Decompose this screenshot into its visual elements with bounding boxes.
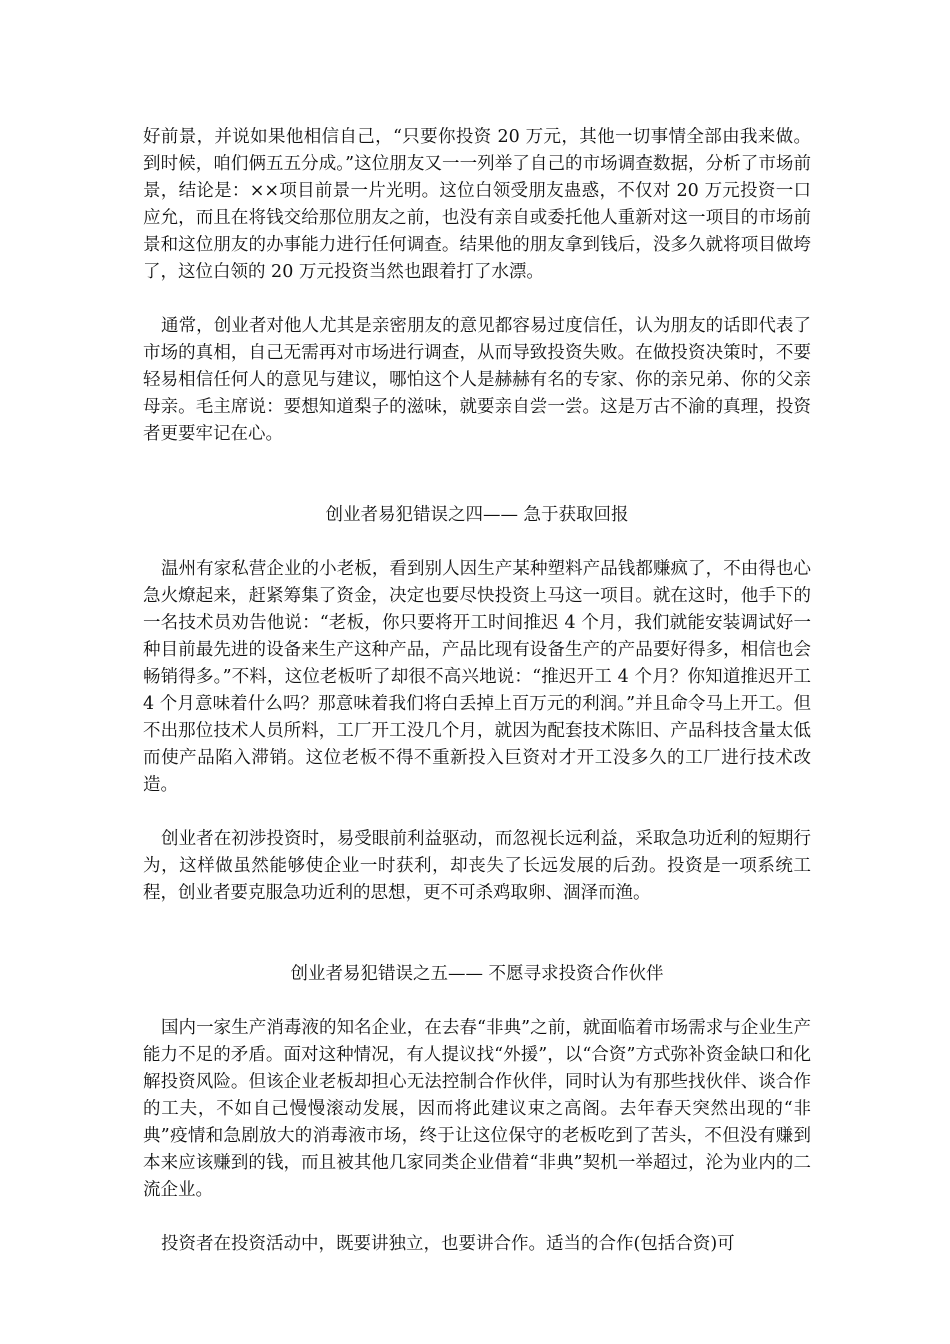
paragraph-spacer: [143, 988, 811, 1015]
paragraph-spacer: [143, 1204, 811, 1231]
paragraph-2: 通常，创业者对他人尤其是亲密朋友的意见都容易过度信任，认为朋友的话即代表了市场的真相，自己无需再对市场进行调查，从而导致投资失败。在做投资决策时，不要轻易相信任何人的意见与建议，哪怕这个人是赫赫有名的专家、你的亲兄弟、你的父亲母亲。毛主席说：要想知道梨子的滋味，就要亲自尝一尝。这是万古不渝的真理，投资者更要牢记在心。: [143, 316, 811, 444]
paragraph-spacer: [143, 529, 811, 556]
paragraph-4: 创业者在初涉投资时，易受眼前利益驱动，而忽视长远利益，采取急功近利的短期行为，这样做虽然能够使企业一时获利，却丧失了长远发展的后劲。投资是一项系统工程，创业者要克服急功近利的思想，更不可杀鸡取卵、涸泽而渔。: [143, 829, 811, 903]
paragraph-spacer: [143, 799, 811, 826]
section-spacer: [143, 907, 811, 961]
paragraph-1: 好前景，并说如果他相信自己，“只要你投资 20 万元，其他一切事情全部由我来做。到时候，咱们俩五五分成。”这位朋友又一一列举了自己的市场调查数据，分析了市场前景，结论是：××项目前景一片光明。这位白领受朋友蛊惑，不仅对 20 万元投资一口应允，而且在将钱交给那位朋友之前，也没有亲自或委托他人重新对这一项目的市场前景和这位朋友的办事能力进行任何调查。结果他的朋友拿到钱后，没多久就将项目做垮了，这位白领的 20 万元投资当然也跟着打了水漂。: [143, 127, 811, 282]
section-spacer: [143, 448, 811, 502]
paragraph-6: 投资者在投资活动中，既要讲独立，也要讲合作。适当的合作(包括合资)可: [161, 1234, 735, 1254]
section-heading-5: 创业者易犯错误之五—— 不愿寻求投资合作伙伴: [290, 964, 664, 984]
paragraph-5: 国内一家生产消毒液的知名企业，在去春“非典”之前，就面临着市场需求与企业生产能力不足的矛盾。面对这种情况，有人提议找“外援”，以“合资”方式弥补资金缺口和化解投资风险。但该企业老板却担心无法控制合作伙伴，同时认为有那些找伙伴、谈合作的工夫，不如自己慢慢滚动发展，因而将此建议束之高阁。去年春天突然出现的“非典”疫情和急剧放大的消毒液市场，终于让这位保守的老板吃到了苦头，不但没有赚到本来应该赚到的钱，而且被其他几家同类企业借着“非典”契机一举超过，沦为业内的二流企业。: [143, 1018, 811, 1200]
section-heading-4: 创业者易犯错误之四—— 急于获取回报: [325, 505, 629, 525]
document-page: [143, 124, 811, 1258]
paragraph-spacer: [143, 286, 811, 313]
paragraph-3: 温州有家私营企业的小老板，看到别人因生产某种塑料产品钱都赚疯了，不由得也心急火燎起来，赶紧筹集了资金，决定也要尽快投资上马这一项目。就在这时，他手下的一名技术员劝告他说：“老板，你只要将开工时间推迟 4 个月，我们就能安装调试好一种目前最先进的设备来生产这种产品，产品比现有设备生产的产品要好得多，相信也会畅销得多。”不料，这位老板听了却很不高兴地说：“推迟开工 4 个月？你知道推迟开工 4 个月意味着什么吗？那意味着我们将白丢掉上百万元的利润。”并且命令马上开工。但不出那位技术人员所料，工厂开工没几个月，就因为配套技术陈旧、产品科技含量太低而使产品陷入滞销。这位老板不得不重新投入巨资对才开工没多久的工厂进行技术改造。: [143, 559, 811, 795]
